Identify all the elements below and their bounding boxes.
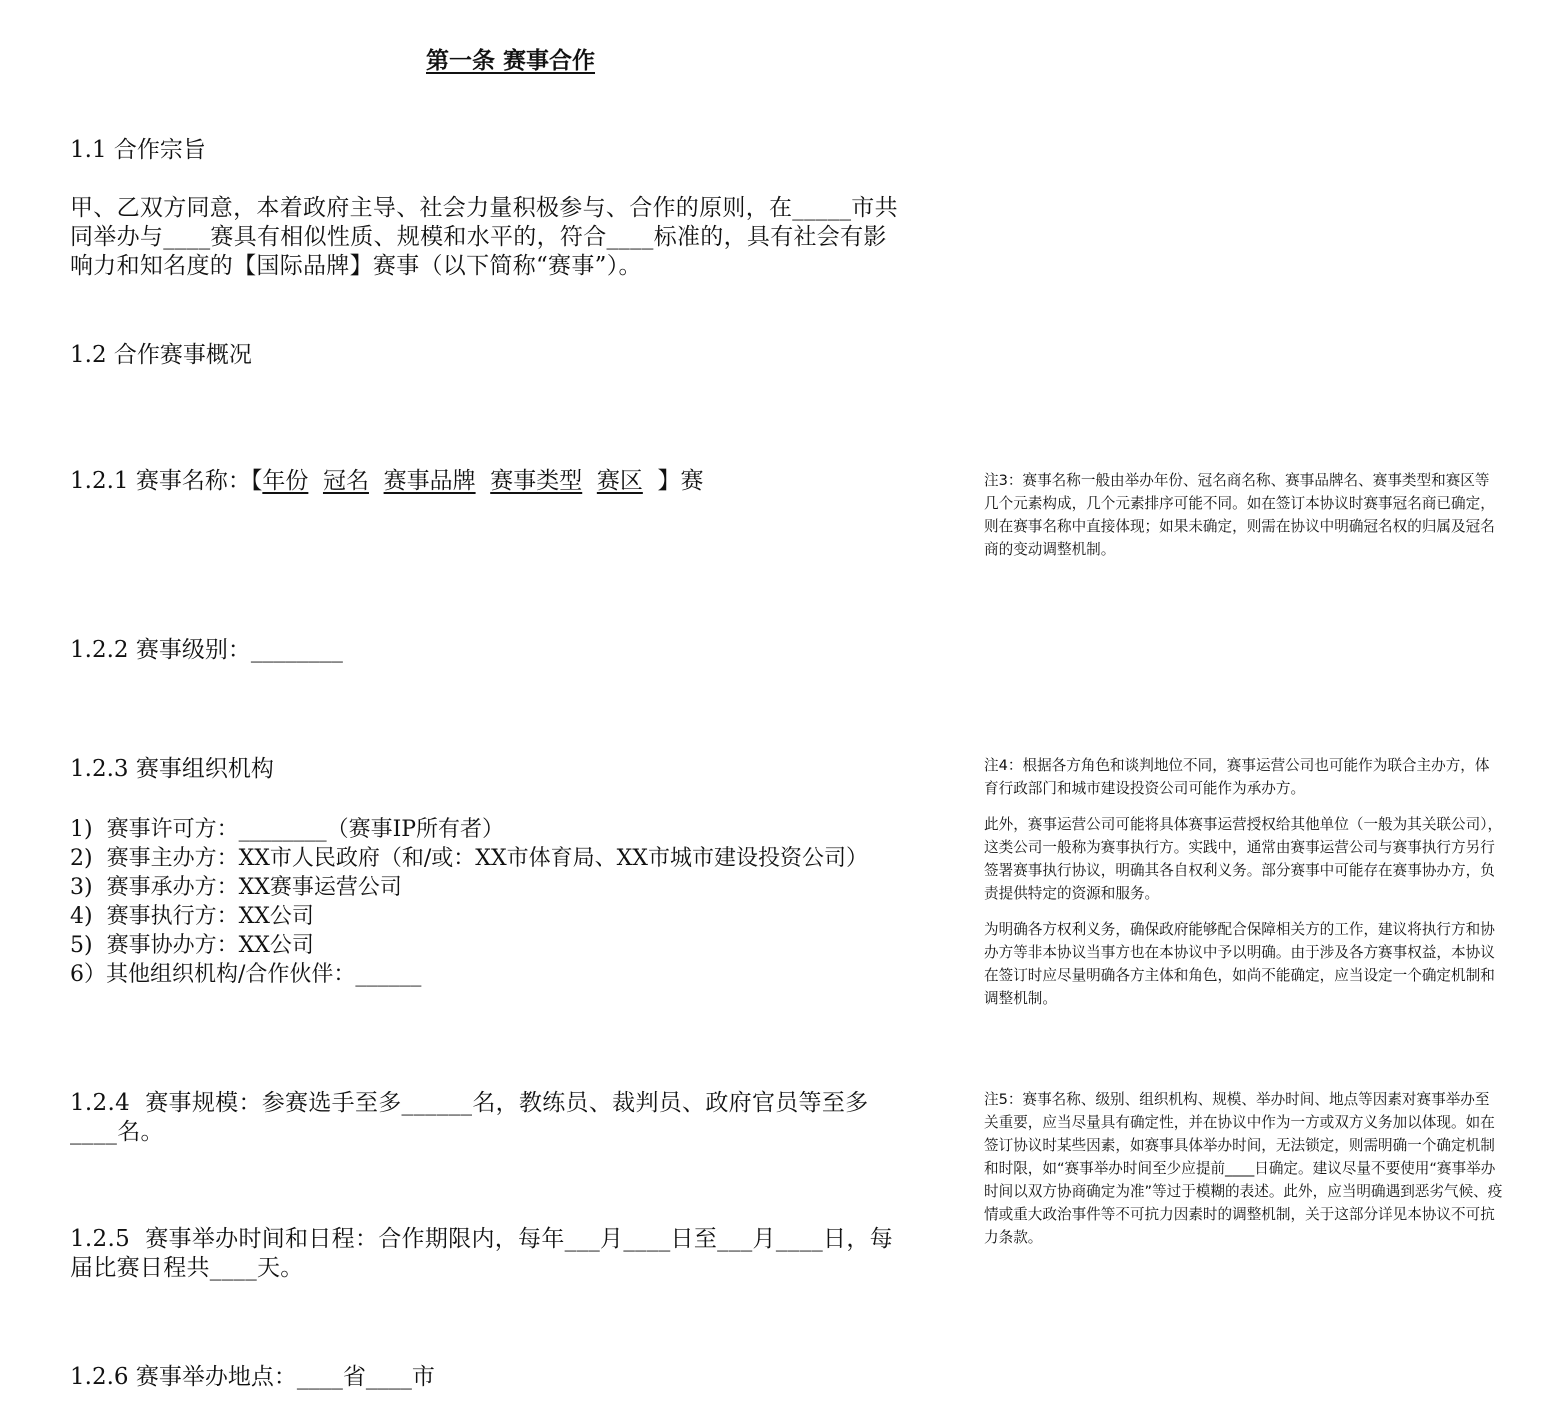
list-item: 5) 赛事协办方：XX公司 (70, 933, 314, 958)
page-title: 第一条 赛事合作 (426, 48, 596, 74)
section-1-2-heading: 1.2 合作赛事概况 (70, 342, 252, 368)
note-4-paragraph: 注4：根据各方角色和谈判地位不同，赛事运营公司也可能作为联合主办方，体育行政部门和城市建设投资公司可能作为承办方。 (984, 757, 1490, 797)
paragraph-line: 届比赛日程共____天。 (70, 1255, 304, 1281)
paragraph-line: 响力和知名度的【国际品牌】赛事（以下简称“赛事”）。 (70, 253, 642, 279)
list-item: 1) 赛事许可方：________（赛事IP所有者） (70, 817, 505, 842)
note-4-paragraph: 为明确各方权利义务，确保政府能够配合保障相关方的工作，建议将执行方和协办方等非本协议当事方也在本协议中予以明确。由于涉及各方赛事权益，本协议在签订时应尽量明确各方主体和角色，如尚不能确定，应当设定一个确定机制和调整机制。 (984, 921, 1495, 1007)
list-item: 6）其他组织机构/合作伙伴：______ (70, 962, 422, 987)
paragraph-line: ____名。 (70, 1119, 164, 1145)
event-name-sponsor: 冠名 (322, 468, 369, 494)
event-name-suffix: 】赛 (657, 468, 704, 494)
paragraph-line: 1.2.5 赛事举办时间和日程：合作期限内，每年___月____日至___月____日，每 (70, 1226, 893, 1252)
event-name-prefix: 1.2.1 赛事名称：【 (70, 468, 263, 494)
list-item: 2) 赛事主办方：XX市人民政府（和/或：XX市体育局、XX市城市建设投资公司） (70, 846, 868, 871)
event-name-type: 赛事类型 (490, 468, 583, 494)
event-name-year: 年份 (262, 468, 309, 494)
note-3-text: 注3：赛事名称一般由举办年份、冠名商名称、赛事品牌名、赛事类型和赛区等几个元素构成，几个元素排序可能不同。如在签订本协议时赛事冠名商已确定，则在赛事名称中直接体现；如果未确定，则需在协议中明确冠名权的归属及冠名商的变动调整机制。 (984, 472, 1495, 558)
note-5-text: 注5：赛事名称、级别、组织机构、规模、举办时间、地点等因素对赛事举办至关重要，应当尽量具有确定性，并在协议中作为一方或双方义务加以体现。如在签订协议时某些因素，如赛事具体举办时间，无法锁定，则需明确一个确定机制和时限，如“赛事举办时间至少应提前____日确定。建议尽量不要使用“赛事举办时间以双方协商确定为准”等过于模糊的表述。此外，应当明确遇到恶劣气候、疫情或重大政治事件等不可抗力因素时的调整机制，关于这部分详见本协议不可抗力条款。 (984, 1091, 1503, 1246)
list-item: 3) 赛事承办方：XX赛事运营公司 (70, 875, 402, 900)
section-1-2-3-heading: 1.2.3 赛事组织机构 (70, 756, 274, 782)
event-name-brand: 赛事品牌 (383, 468, 476, 494)
note-3 (984, 469, 1504, 561)
section-1-2-4-scale (70, 1089, 970, 1147)
organization-list (70, 815, 868, 989)
paragraph-line: 1.2.4 赛事规模：参赛选手至多______名，教练员、裁判员、政府官员等至多 (70, 1090, 869, 1116)
note-4-paragraph: 此外，赛事运营公司可能将具体赛事运营授权给其他单位（一般为其关联公司），这类公司一般称为赛事执行方。实践中，通常由赛事运营公司与赛事执行方另行签署赛事执行协议，明确其各自权利义务。部分赛事中可能存在赛事协办方，负责提供特定的资源和服务。 (984, 816, 1503, 902)
section-1-2-1-event-name (70, 467, 703, 496)
paragraph-line: 甲、乙双方同意，本着政府主导、社会力量积极参与、合作的原则，在_____市共 (70, 195, 898, 221)
section-1-2-6-venue: 1.2.6 赛事举办地点：____省____市 (70, 1364, 435, 1390)
list-item: 4) 赛事执行方：XX公司 (70, 904, 314, 929)
section-1-1-paragraph (70, 194, 970, 281)
paragraph-line: 同举办与____赛具有相似性质、规模和水平的，符合____标准的，具有社会有影 (70, 224, 887, 250)
section-1-1-heading: 1.1 合作宗旨 (70, 137, 206, 163)
section-1-2-2-event-level: 1.2.2 赛事级别：________ (70, 637, 343, 663)
event-name-region: 赛区 (596, 468, 643, 494)
section-1-2-5-schedule (70, 1225, 970, 1283)
note-5 (984, 1088, 1504, 1249)
note-4 (984, 754, 1504, 1010)
